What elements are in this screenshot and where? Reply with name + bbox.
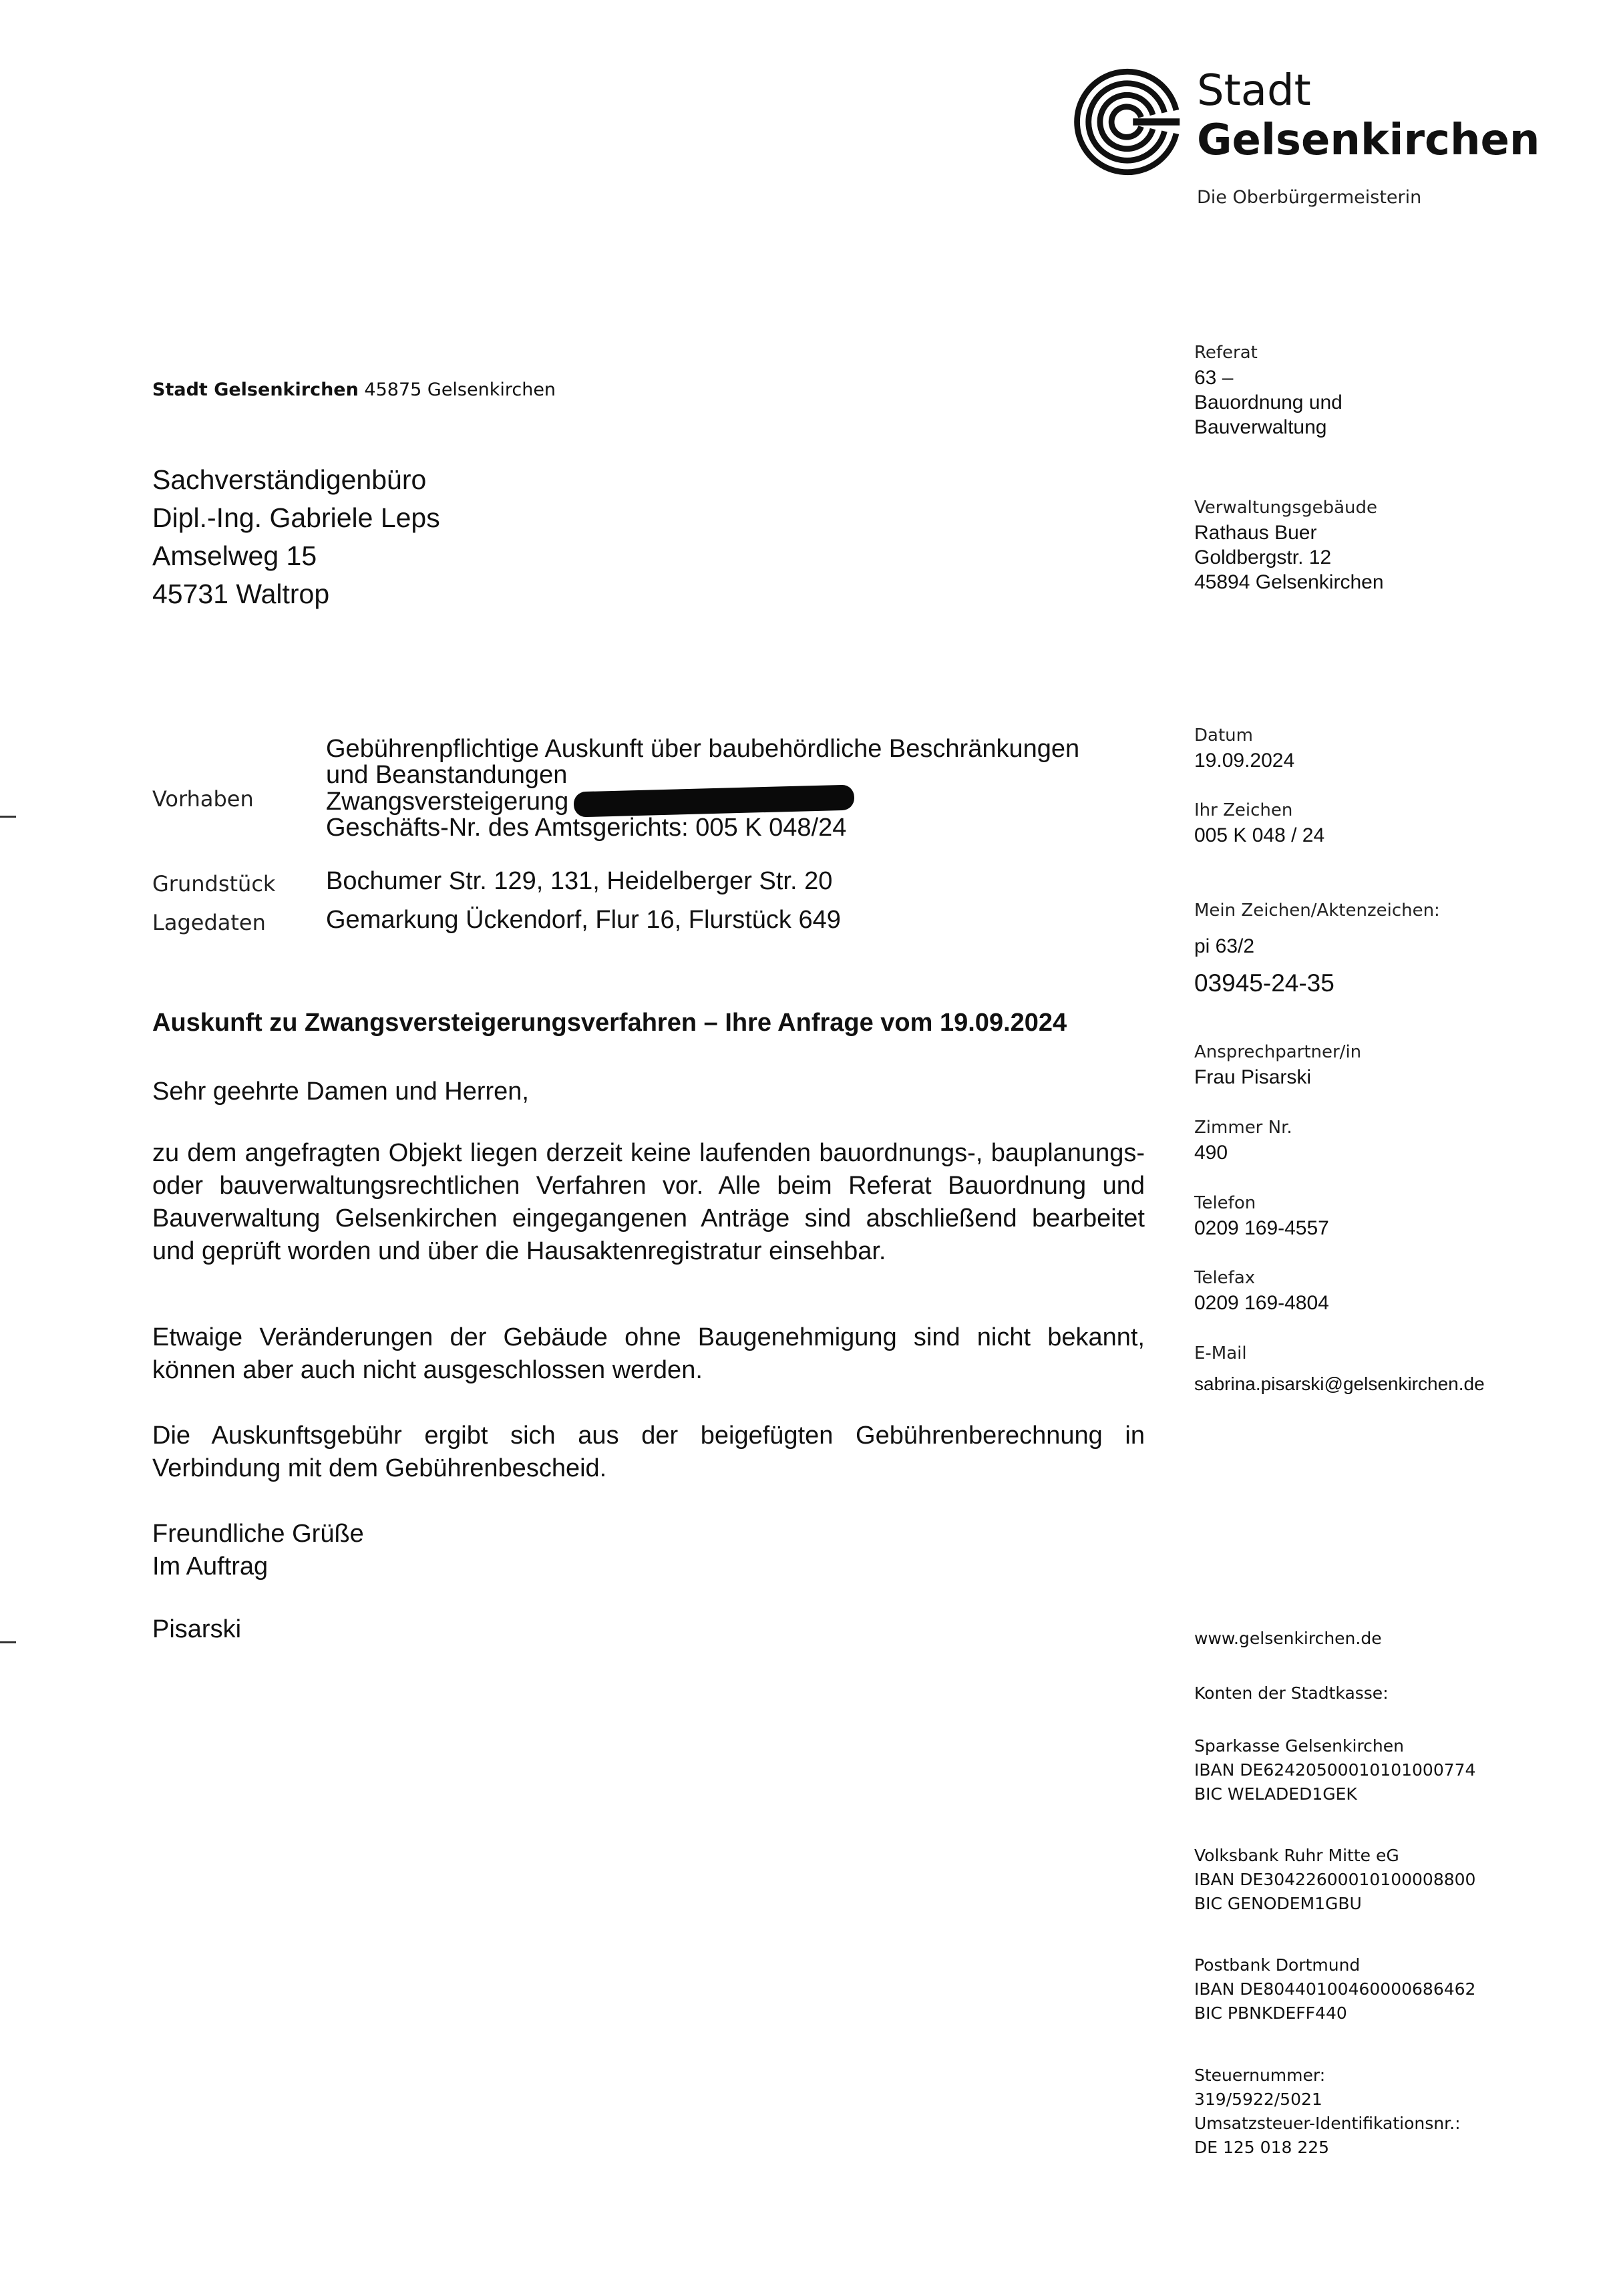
vorhaben-line: Zwangsversteigerung (326, 788, 569, 816)
sender-address: 45875 Gelsenkirchen (364, 379, 556, 400)
recipient-line: Amselweg 15 (152, 540, 317, 571)
bank-iban: IBAN DE80440100460000686462 (1194, 1979, 1476, 1999)
building-label: Verwaltungsgebäude (1194, 498, 1377, 518)
sidebar-date (1194, 723, 1294, 773)
tax-label: Steuernummer: (1194, 2066, 1326, 2085)
redaction-bar (574, 785, 855, 818)
sidebar-my-ref (1194, 898, 1440, 995)
website-value: www.gelsenkirchen.de (1194, 1629, 1382, 1648)
bank-name: Sparkasse Gelsenkirchen (1194, 1736, 1404, 1756)
logo-subtitle: Die Oberbürgermeisterin (1197, 187, 1422, 208)
vorhaben-line: und Beanstandungen (326, 761, 568, 789)
contact-value: Frau Pisarski (1194, 1066, 1312, 1088)
phone-label: Telefon (1194, 1193, 1256, 1213)
signature-name: Pisarski (152, 1615, 242, 1643)
referat-line: Bauordnung und (1194, 391, 1343, 414)
recipient-line: Sachverständigenbüro (152, 464, 427, 495)
building-line: Rathaus Buer (1194, 522, 1317, 544)
vat-value: DE 125 018 225 (1194, 2138, 1330, 2157)
paragraph-1: zu dem angefragten Objekt liegen derzeit keine laufenden bauordnungs-, bauplanungs- oder bauverwaltungsrechtlichen Verfahren vor. Alle beim Referat Bauordnung und Bauverwaltung Gelsenkirchen eingegangenen Anträge sind abschließend bearbeitet und geprüft worden und über die Hausaktenregistratur einsehbar. (152, 1139, 1145, 1265)
sidebar-phone (1194, 1191, 1329, 1241)
my-ref-label: Mein Zeichen/Aktenzeichen: (1194, 900, 1440, 921)
date-label: Datum (1194, 725, 1253, 746)
sidebar-accounts (1194, 1681, 1389, 1705)
recipient-address (152, 461, 440, 613)
your-ref-value: 005 K 048 / 24 (1194, 824, 1325, 846)
sidebar-room (1194, 1116, 1292, 1165)
your-ref-label: Ihr Zeichen (1194, 800, 1293, 820)
closing-greeting: Freundliche Grüße (152, 1520, 364, 1548)
bank-block (1194, 1734, 1475, 1806)
bank-bic: BIC PBNKDEFF440 (1194, 2003, 1347, 2023)
email-value: sabrina.pisarski@gelsenkirchen.de (1194, 1373, 1485, 1394)
logo-city-word: Stadt (1197, 66, 1311, 116)
accounts-label: Konten der Stadtkasse: (1194, 1683, 1389, 1703)
date-value: 19.09.2024 (1194, 750, 1295, 772)
paragraph-2: Etwaige Veränderungen der Gebäude ohne Baugenehmigung sind nicht bekannt, können aber auch nicht ausgeschlossen werden. (152, 1323, 1145, 1384)
vorhaben-line: Geschäfts-Nr. des Amtsgerichts: 005 K 048/24 (326, 814, 847, 842)
sidebar-contact (1194, 1040, 1361, 1090)
salutation: Sehr geehrte Damen und Herren, (152, 1078, 529, 1106)
recipient-line: Dipl.-Ing. Gabriele Leps (152, 502, 440, 533)
sidebar-email (1194, 1341, 1485, 1396)
fax-label: Telefax (1194, 1268, 1256, 1288)
file-number: 03945-24-35 (1194, 969, 1334, 997)
vorhaben-line: Gebührenpflichtige Auskunft über baubehördliche Beschränkungen (326, 735, 1080, 763)
sender-line (152, 379, 556, 400)
fold-mark-top (0, 816, 16, 818)
lagedaten-value: Gemarkung Ückendorf, Flur 16, Flurstück 649 (326, 906, 841, 934)
city-logo-icon (1069, 63, 1186, 180)
lagedaten-label: Lagedaten (152, 910, 266, 935)
vorhaben-value (326, 736, 1079, 841)
contact-label: Ansprechpartner/in (1194, 1042, 1362, 1062)
room-value: 490 (1194, 1142, 1228, 1164)
fax-value: 0209 169-4804 (1194, 1292, 1329, 1314)
building-line: 45894 Gelsenkirchen (1194, 571, 1384, 593)
bank-iban: IBAN DE30422600010100008800 (1194, 1870, 1476, 1889)
sender-name: Stadt Gelsenkirchen (152, 379, 359, 400)
tax-value: 319/5922/5021 (1194, 2090, 1322, 2109)
logo-city-name: Gelsenkirchen (1197, 116, 1540, 165)
sidebar-your-ref (1194, 798, 1324, 848)
phone-value: 0209 169-4557 (1194, 1217, 1329, 1239)
sidebar-referat (1194, 341, 1343, 440)
bank-iban: IBAN DE62420500010101000774 (1194, 1760, 1476, 1780)
sidebar-building (1194, 496, 1384, 595)
vorhaben-label: Vorhaben (152, 786, 254, 812)
my-ref-value: pi 63/2 (1194, 935, 1255, 957)
grundstueck-label: Grundstück (152, 871, 276, 896)
sidebar-website (1194, 1627, 1382, 1651)
vat-label: Umsatzsteuer-Identifikationsnr.: (1194, 2114, 1461, 2133)
sidebar-fax (1194, 1266, 1329, 1315)
room-label: Zimmer Nr. (1194, 1118, 1292, 1138)
closing-on-behalf: Im Auftrag (152, 1552, 269, 1581)
sidebar-tax (1194, 2064, 1461, 2160)
recipient-line: 45731 Waltrop (152, 579, 330, 609)
bank-bic: BIC GENODEM1GBU (1194, 1894, 1362, 1913)
bank-bic: BIC WELADED1GEK (1194, 1784, 1357, 1804)
building-line: Goldbergstr. 12 (1194, 546, 1332, 568)
vorhaben-line-redacted (326, 788, 1079, 815)
bank-name: Postbank Dortmund (1194, 1955, 1361, 1975)
referat-line: 63 – (1194, 367, 1234, 389)
fold-mark-bottom (0, 1641, 16, 1643)
grundstueck-value: Bochumer Str. 129, 131, Heidelberger Str. 20 (326, 867, 833, 895)
paragraph-3: Die Auskunftsgebühr ergibt sich aus der beigefügten Gebührenberechnung in Verbindung mit dem Gebührenbescheid. (152, 1422, 1145, 1482)
email-label: E-Mail (1194, 1343, 1247, 1363)
referat-label: Referat (1194, 343, 1258, 363)
letter-subject: Auskunft zu Zwangsversteigerungsverfahren – Ihre Anfrage vom 19.09.2024 (152, 1009, 1067, 1037)
bank-block (1194, 1844, 1475, 1916)
referat-line: Bauverwaltung (1194, 416, 1327, 438)
bank-block (1194, 1953, 1475, 2025)
bank-name: Volksbank Ruhr Mitte eG (1194, 1846, 1399, 1865)
